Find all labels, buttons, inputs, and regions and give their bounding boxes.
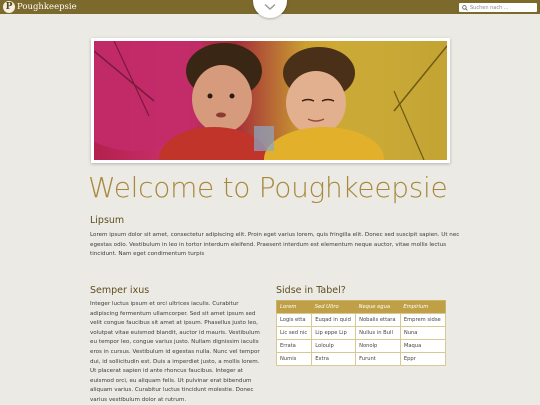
search-box[interactable] — [459, 3, 537, 12]
hero-image — [94, 41, 447, 160]
column-header: Sed Ultro — [312, 301, 356, 314]
semper-heading: Semper ixus — [90, 285, 150, 296]
table-cell: Logis etta — [277, 314, 312, 327]
lipsum-heading: Lipsum — [90, 215, 125, 226]
site-logo[interactable] — [3, 1, 77, 13]
table-cell: Maqua — [400, 340, 445, 353]
table-row — [277, 353, 446, 366]
table-cell: Numis — [277, 353, 312, 366]
table-cell: Nonolp — [356, 340, 401, 353]
column-header: Lorem — [277, 301, 312, 314]
table-cell: Euqad in quid — [312, 314, 356, 327]
table-cell: Lip eppe Lip — [312, 327, 356, 340]
table-cell: Errata — [277, 340, 312, 353]
table-cell: Nullus in Bull — [356, 327, 401, 340]
semper-paragraph: Integer luctus ipsum et orci ultrices iaculis. Curabitur adipiscing fermentum ullamcorper. Sed sit amet ipsum sed velit congue faucibus sit amet at ipsum. Phasellus justo leo, volutpat vitae euismod blandit, auctor id mauris. Vestibulum eu tempor leo, congue varius justo. Nullam dignissim iaculis eros in cursus. Vestibulum id egestas nulla. Nunc vel tempor dui, id sollicitudin est. Duis a imperdiet justo, a mollis lorem. Ut placerat sapien id ante rhoncus faucibus. Integer at euismod orci, eu aliquam felis. Ut pulvinar erat bibendum aliquam varius. Curabitur luctus tincidunt molestie. Donec varius vestibulum dolor at rutrum. — [90, 301, 260, 403]
table-row — [277, 327, 446, 340]
table-row — [277, 314, 446, 327]
logo-mark: P — [3, 1, 15, 13]
lipsum-paragraph: Lorem ipsum dolor sit amet, consectetur adipiscing elit. Proin eget varius lorem, quis fringilla elit. Donec sed suscipit sapien. Ut nec egestas odio. Vestibulum in leo in tortor interdum eleifend. Praesent interdum est elementum neque auctor, vitae mollis lectus tincidunt. Nam eget condimentum turpis — [90, 232, 460, 257]
sidse-table — [276, 300, 446, 366]
table-cell: Nuna — [400, 327, 445, 340]
search-input[interactable] — [469, 4, 533, 12]
table-cell: Nobalis ettara — [356, 314, 401, 327]
table-header-row — [277, 301, 446, 314]
menu-toggle-button[interactable] — [253, 0, 287, 18]
chevron-down-icon — [264, 3, 276, 11]
table-cell: Loloulp — [312, 340, 356, 353]
table-cell: Furunt — [356, 353, 401, 366]
table-cell: Extra — [312, 353, 356, 366]
site-name: Poughkeepsie — [17, 2, 77, 12]
table-cell: Lic sed nic — [277, 327, 312, 340]
search-icon — [461, 4, 469, 12]
hero-image-frame — [91, 38, 450, 163]
page-title: Welcome to Poughkeepsie — [88, 171, 448, 204]
column-header: Neque egua — [356, 301, 401, 314]
table-cell: Emprem sidse — [400, 314, 445, 327]
table-row — [277, 340, 446, 353]
table-cell: Eppr — [400, 353, 445, 366]
column-header: Empirium — [400, 301, 445, 314]
table-heading: Sidse in Tabel? — [276, 285, 346, 296]
